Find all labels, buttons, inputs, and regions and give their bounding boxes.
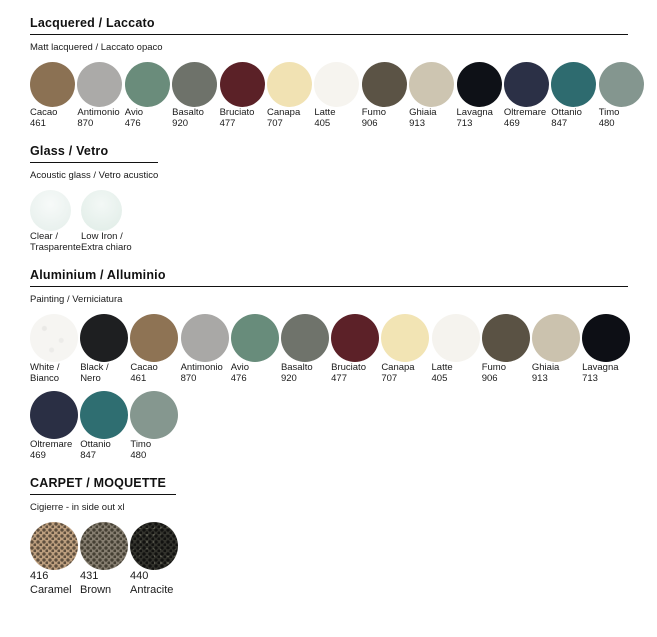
swatch-name: Clear / [30,231,58,242]
color-circle [504,62,549,107]
color-circle [267,62,312,107]
swatch-code: 707 [266,118,283,129]
swatch-labels [30,231,81,253]
swatch-name: Ottanio [80,439,111,450]
color-circle [457,62,502,107]
swatch-labels [220,107,267,129]
swatch-name: Fumo [481,362,506,373]
swatch-labels [181,362,231,384]
color-circle [432,314,480,362]
color-circle [81,190,122,231]
section-subtitle: Cigierre - in side out xl [30,502,125,513]
swatch-name: Ghiaia [409,107,437,118]
swatch-labels [231,362,281,384]
swatch [532,314,582,384]
swatch [80,522,130,597]
section-divider [30,34,628,35]
swatch-labels [30,107,77,129]
swatch-name: Avio [230,362,250,373]
section-subtitle: Matt lacquered / Laccato opaco [30,42,163,53]
swatch [77,62,124,129]
section-subtitle: Painting / Verniciatura [30,294,123,305]
swatch [30,522,80,597]
swatch-name: 416 [30,570,49,582]
swatch-name: Cacao [130,362,158,373]
swatch-code: 461 [30,118,46,129]
swatch-code: 476 [124,118,141,129]
swatch [231,314,281,384]
swatch-labels [130,439,180,461]
swatch-labels [80,439,130,461]
swatch-name: Lavagna [456,107,493,118]
swatch-labels [381,362,431,384]
swatch-name: Antimonio [77,107,120,118]
section-subtitle: Acoustic glass / Vetro acustico [30,170,159,181]
swatch-name: Oltremare [503,107,547,118]
swatch-row [30,522,628,597]
swatch-name: Latte [431,362,453,373]
swatch-labels [172,107,219,129]
swatch-name: Low Iron / [81,231,123,242]
section-title: Lacquered / Laccato [30,16,155,30]
color-circle [331,314,379,362]
swatch-code: 461 [130,373,147,384]
material-section [30,268,628,461]
color-circle [231,314,279,362]
color-circle [381,314,429,362]
color-circle [125,62,170,107]
swatch-name: Ghiaia [531,362,560,373]
swatch-code: Antracite [130,583,174,596]
swatch-code: 469 [30,450,46,461]
swatch [381,314,431,384]
swatch-labels [482,362,532,384]
color-circle [80,522,128,570]
swatch-labels [362,107,409,129]
swatch-name: Fumo [361,107,387,118]
color-circle [181,314,229,362]
swatch-labels [409,107,456,129]
color-circle [30,190,71,231]
swatch-labels [532,362,582,384]
swatch-name: Canapa [381,362,415,373]
swatch [30,391,80,461]
swatch-code: 480 [598,118,615,129]
color-circle [482,314,530,362]
section-divider [30,162,158,163]
color-circle [599,62,644,107]
swatch [80,391,130,461]
swatch-name: Bruciato [331,362,366,373]
swatch-code: Trasparente [30,242,81,253]
swatch-labels [314,107,361,129]
swatch [362,62,409,129]
section-title: Glass / Vetro [30,144,109,158]
swatch [599,62,646,129]
swatch [30,190,81,253]
swatch-labels [30,362,80,384]
section-divider [30,286,628,287]
swatch-code: 870 [77,118,94,129]
section-divider [30,494,176,495]
swatch-code: Bianco [30,373,60,384]
swatch-code: 707 [381,373,398,384]
swatch-code: 405 [431,373,448,384]
swatch-labels [125,107,172,129]
swatch [281,314,331,384]
swatch-labels [551,107,598,129]
swatch-code: Extra chiaro [81,242,132,253]
color-circle [172,62,217,107]
swatch-rows [30,62,628,129]
swatch-rows [30,190,628,253]
swatch-labels [599,107,646,129]
swatch-name: Timo [598,107,620,118]
swatch-name: Bruciato [219,107,255,118]
color-circle [281,314,329,362]
swatch [432,314,482,384]
swatch-code: 477 [219,118,236,129]
swatch-code: 713 [582,373,598,384]
swatch [582,314,632,384]
color-circle [362,62,407,107]
swatch-name: Basalto [280,362,313,373]
swatch-name: Basalto [172,107,204,118]
swatch-name: Oltremare [30,439,73,450]
material-section [30,144,628,253]
swatch-code: 920 [280,373,297,384]
swatch-code: 847 [551,118,568,129]
swatch [267,62,314,129]
swatch-code: 870 [180,373,197,384]
swatch-name: Latte [314,107,336,118]
swatch-name: 431 [80,570,99,582]
swatch [130,522,180,597]
swatch-labels [77,107,124,129]
swatch-code: 847 [80,450,97,461]
swatch [409,62,456,129]
swatch [30,314,80,384]
color-circle [582,314,630,362]
swatch-labels [130,570,180,597]
swatch-name: 440 [130,570,149,582]
swatch [172,62,219,129]
swatch-row [30,190,628,253]
swatch-labels [267,107,314,129]
swatch [181,314,231,384]
section-title: Aluminium / Alluminio [30,268,166,282]
color-circle [314,62,359,107]
swatch-labels [80,570,130,597]
swatch-code: 913 [531,373,548,384]
swatch [482,314,532,384]
swatch-name: Cacao [30,107,58,118]
swatch-labels [432,362,482,384]
swatch-labels [281,362,331,384]
swatch-code: 405 [314,118,331,129]
swatch-code: 906 [481,373,498,384]
swatch-labels [30,439,80,461]
color-circle [30,62,75,107]
color-circle [551,62,596,107]
color-circle [80,391,128,439]
swatch-labels [80,362,130,384]
swatch-code: 713 [456,118,473,129]
color-circle [30,522,78,570]
swatch-name: Timo [130,439,152,450]
swatch-code: 477 [331,373,347,384]
swatch-code: Brown [80,583,112,596]
color-circle [130,522,178,570]
color-circle [220,62,265,107]
swatch-code: 906 [361,118,378,129]
swatch [331,314,381,384]
swatch-rows [30,522,628,597]
swatch-code: 920 [172,118,189,129]
color-circle [77,62,122,107]
swatch [30,62,77,129]
swatch-code: Nero [80,373,101,384]
swatch [220,62,267,129]
swatch-code: 469 [503,118,520,129]
swatch-labels [30,570,80,597]
swatch [81,190,132,253]
color-circle [130,391,178,439]
color-circle [130,314,178,362]
color-circle [30,391,78,439]
swatch-code: 913 [409,118,425,129]
swatch-name: Antimonio [180,362,223,373]
swatch [130,314,180,384]
swatch-labels [130,362,180,384]
swatch-labels [457,107,504,129]
material-section [30,476,628,597]
swatch-row [30,391,628,461]
swatch-name: Avio [124,107,144,118]
color-circle [80,314,128,362]
swatch-row [30,314,628,384]
swatch-name: Lavagna [582,362,619,373]
swatch [125,62,172,129]
color-circle [30,314,78,362]
swatch-labels [331,362,381,384]
material-section [30,16,628,129]
swatch [314,62,361,129]
swatch-labels [582,362,632,384]
swatch-code: Caramel [30,583,72,596]
swatch-labels [504,107,551,129]
swatch-name: Canapa [266,107,301,118]
swatch-row [30,62,628,129]
swatch [457,62,504,129]
color-circle [532,314,580,362]
color-circle [409,62,454,107]
swatch [80,314,130,384]
swatch [130,391,180,461]
swatch [551,62,598,129]
swatch-rows [30,314,628,461]
swatch-code: 476 [230,373,247,384]
swatch [504,62,551,129]
swatch-labels [81,231,132,253]
swatch-name: White / [30,362,60,373]
section-title: CARPET / MOQUETTE [30,476,167,490]
swatch-name: Black / [80,362,109,373]
swatch-name: Ottanio [551,107,582,118]
swatch-code: 480 [130,450,147,461]
